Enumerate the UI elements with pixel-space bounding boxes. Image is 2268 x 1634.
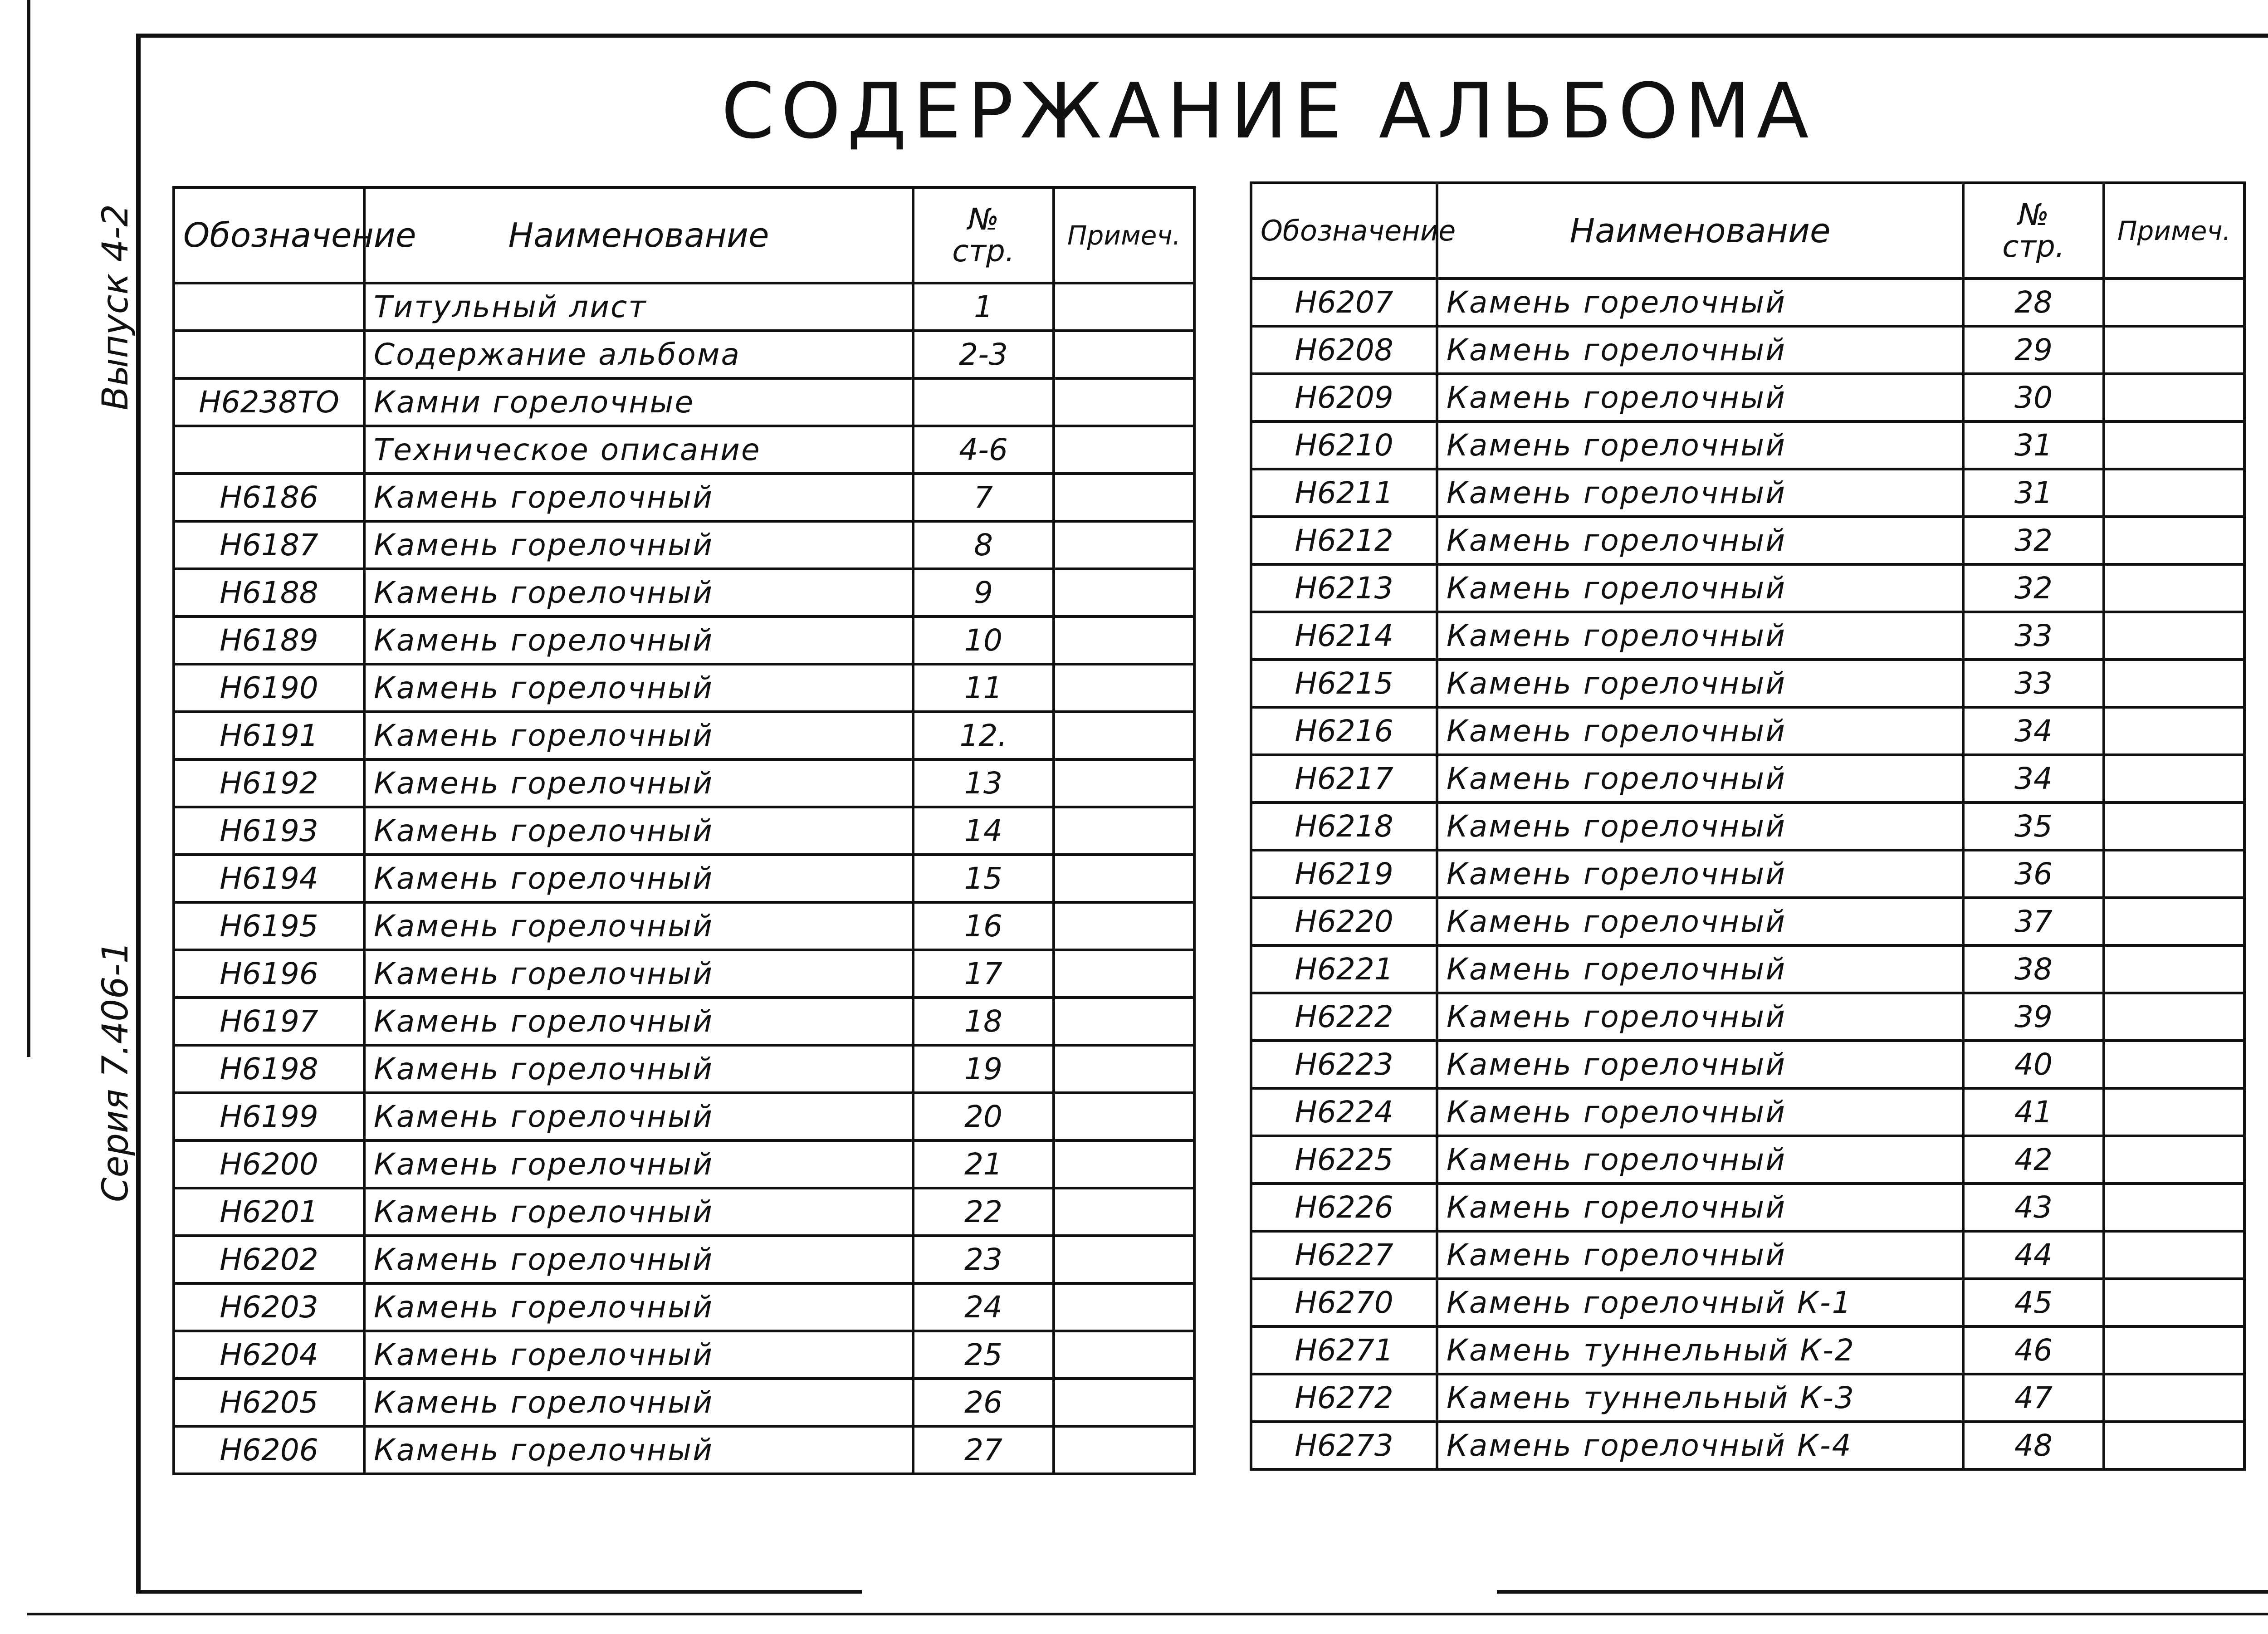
note-cell [2104,660,2244,707]
page-cell: 9 [913,569,1054,616]
table-row [1251,1374,2244,1422]
table-row [1251,1279,2244,1326]
name-cell: Камень горелочный [364,664,913,712]
page-cell: 15 [913,855,1054,902]
designation-cell [174,283,364,331]
note-cell [1054,807,1194,855]
note-cell [1054,1093,1194,1140]
name-cell: Камень горелочный К-1 [1437,1279,1963,1326]
name-cell: Камень горелочный [364,998,913,1045]
name-cell: Камень горелочный [364,950,913,998]
page-cell [913,378,1054,426]
note-cell [1054,1283,1194,1331]
header-page [1963,183,2104,279]
name-cell: Камень горелочный [1437,517,1963,564]
name-cell: Камень горелочный [1437,898,1963,945]
designation-cell: Н6214 [1251,612,1437,660]
designation-cell [174,331,364,378]
designation-cell: Н6225 [1251,1136,1437,1184]
name-cell: Камень горелочный [364,616,913,664]
header-page-number-sign: № [968,201,999,237]
note-cell [2104,1041,2244,1088]
name-cell: Содержание альбома [364,331,913,378]
table-row [174,331,1194,378]
header-name: Наименование [364,187,913,283]
page-cell: 33 [1963,660,2104,707]
drawing-frame-bottom-left [136,1590,862,1594]
page-cell: 8 [913,521,1054,569]
page-cell: 25 [913,1331,1054,1379]
note-cell [2104,1326,2244,1374]
table-row [174,474,1194,521]
designation-cell: Н6215 [1251,660,1437,707]
table-row [1251,517,2244,564]
designation-cell: Н6194 [174,855,364,902]
designation-cell: Н6188 [174,569,364,616]
note-cell [1054,1236,1194,1283]
name-cell: Камень горелочный [364,1426,913,1474]
designation-cell: Н6203 [174,1283,364,1331]
designation-cell: Н6272 [1251,1374,1437,1422]
table-row [174,378,1194,426]
note-cell [1054,1188,1194,1236]
designation-cell: Н6191 [174,712,364,759]
table-row [174,1188,1194,1236]
note-cell [1054,1426,1194,1474]
page-cell: 32 [1963,564,2104,612]
note-cell [1054,950,1194,998]
note-cell [1054,1379,1194,1426]
name-cell: Камень горелочный [1437,945,1963,993]
note-cell [1054,712,1194,759]
header-page-number-sign: № [2018,197,2049,232]
note-cell [2104,564,2244,612]
note-cell [1054,521,1194,569]
designation-cell: Н6238ТО [174,378,364,426]
series-label: Серия 7.406-1 [95,941,136,1202]
contents-table-left [172,186,1196,1475]
header-note: Примеч. [1054,187,1194,283]
name-cell: Камень горелочный [364,902,913,950]
table-row [174,283,1194,331]
page-cell: 32 [1963,517,2104,564]
page-cell: 37 [1963,898,2104,945]
name-cell: Камень горелочный [364,807,913,855]
name-cell: Камень горелочный [364,855,913,902]
note-cell [2104,1231,2244,1279]
page-cell: 40 [1963,1041,2104,1088]
name-cell: Камень горелочный [364,1379,913,1426]
name-cell: Камень горелочный [1437,755,1963,802]
designation-cell: Н6213 [1251,564,1437,612]
note-cell [2104,1374,2244,1422]
table-row [174,616,1194,664]
note-cell [1054,998,1194,1045]
name-cell: Камень горелочный [364,712,913,759]
table-row [1251,1136,2244,1184]
designation-cell: Н6193 [174,807,364,855]
table-row [174,1140,1194,1188]
note-cell [1054,283,1194,331]
table-row [1251,1422,2244,1469]
name-cell: Камень горелочный [1437,374,1963,421]
table-row [1251,1326,2244,1374]
table-row [174,712,1194,759]
page-cell: 38 [1963,945,2104,993]
header-page [913,187,1054,283]
table-row [174,855,1194,902]
note-cell [2104,421,2244,469]
designation-cell: Н6207 [1251,279,1437,326]
designation-cell: Н6224 [1251,1088,1437,1136]
designation-cell: Н6226 [1251,1184,1437,1231]
designation-cell [174,426,364,474]
designation-cell: Н6219 [1251,850,1437,898]
table-row [174,902,1194,950]
note-cell [1054,1331,1194,1379]
page-cell: 26 [913,1379,1054,1426]
header-page-abbr: стр. [2002,229,2065,264]
table-row [174,1283,1194,1331]
page-cell: 23 [913,1236,1054,1283]
designation-cell: Н6206 [174,1426,364,1474]
name-cell: Камень горелочный К-4 [1437,1422,1963,1469]
name-cell: Камень горелочный [1437,1088,1963,1136]
note-cell [1054,616,1194,664]
page-cell: 16 [913,902,1054,950]
note-cell [1054,569,1194,616]
outer-margin-line-left [27,0,30,1057]
note-cell [2104,326,2244,374]
name-cell: Камень горелочный [1437,1041,1963,1088]
page-cell: 11 [913,664,1054,712]
table-row [1251,279,2244,326]
table-row [174,950,1194,998]
name-cell: Камень горелочный [1437,326,1963,374]
note-cell [2104,1088,2244,1136]
name-cell: Камень горелочный [364,759,913,807]
designation-cell: Н6211 [1251,469,1437,517]
page-cell: 22 [913,1188,1054,1236]
table-row [1251,326,2244,374]
note-cell [2104,1136,2244,1184]
page-cell: 12. [913,712,1054,759]
designation-cell: Н6217 [1251,755,1437,802]
header-page-abbr: стр. [952,233,1015,269]
table-row [174,1426,1194,1474]
table-row [1251,802,2244,850]
page-cell: 17 [913,950,1054,998]
page-cell: 13 [913,759,1054,807]
table-row [174,664,1194,712]
designation-cell: Н6189 [174,616,364,664]
header-designation: Обозначение [174,187,364,283]
designation-cell: Н6200 [174,1140,364,1188]
table-row [1251,374,2244,421]
designation-cell: Н6205 [174,1379,364,1426]
name-cell: Камень горелочный [1437,279,1963,326]
contents-table-right [1250,181,2246,1471]
designation-cell: Н6197 [174,998,364,1045]
page-cell: 28 [1963,279,2104,326]
designation-cell: Н6222 [1251,993,1437,1041]
note-cell [2104,707,2244,755]
page-cell: 47 [1963,1374,2104,1422]
note-cell [1054,855,1194,902]
issue-label: Выпуск 4-2 [95,204,136,411]
page-cell: 33 [1963,612,2104,660]
note-cell [2104,755,2244,802]
designation-cell: Н6190 [174,664,364,712]
page-cell: 45 [1963,1279,2104,1326]
page-cell: 39 [1963,993,2104,1041]
designation-cell: Н6199 [174,1093,364,1140]
page-cell: 31 [1963,469,2104,517]
page-cell: 48 [1963,1422,2104,1469]
name-cell: Камень горелочный [364,1093,913,1140]
table-row [1251,660,2244,707]
name-cell: Камень горелочный [364,1188,913,1236]
page-cell: 7 [913,474,1054,521]
table-row [1251,564,2244,612]
name-cell: Камень горелочный [1437,660,1963,707]
table-row [174,1045,1194,1093]
note-cell [2104,802,2244,850]
table-row [1251,1088,2244,1136]
note-cell [1054,426,1194,474]
table-row [1251,707,2244,755]
header-designation: Обозначение [1251,183,1437,279]
table-row [1251,755,2244,802]
name-cell: Камень горелочный [364,1045,913,1093]
name-cell: Камень горелочный [364,1283,913,1331]
page-cell: 35 [1963,802,2104,850]
table-header-row [174,187,1194,283]
note-cell [2104,1279,2244,1326]
note-cell [1054,378,1194,426]
designation-cell: Н6271 [1251,1326,1437,1374]
table-row [1251,421,2244,469]
name-cell: Камень горелочный [1437,1136,1963,1184]
name-cell: Техническое описание [364,426,913,474]
name-cell: Камни горелочные [364,378,913,426]
page-cell: 20 [913,1093,1054,1140]
designation-cell: Н6220 [1251,898,1437,945]
designation-cell: Н6212 [1251,517,1437,564]
name-cell: Камень горелочный [1437,707,1963,755]
name-cell: Камень горелочный [364,1140,913,1188]
page-cell: 10 [913,616,1054,664]
header-name: Наименование [1437,183,1963,279]
note-cell [1054,1045,1194,1093]
designation-cell: Н6204 [174,1331,364,1379]
name-cell: Камень горелочный [1437,850,1963,898]
name-cell: Камень горелочный [364,1331,913,1379]
note-cell [2104,850,2244,898]
outer-margin-line-bottom [27,1613,2268,1615]
name-cell: Камень горелочный [1437,564,1963,612]
designation-cell: Н6216 [1251,707,1437,755]
page-cell: 29 [1963,326,2104,374]
designation-cell: Н6195 [174,902,364,950]
page-cell: 1 [913,283,1054,331]
table-row [174,1379,1194,1426]
designation-cell: Н6208 [1251,326,1437,374]
name-cell: Камень горелочный [364,474,913,521]
drawing-frame-top [136,34,2268,38]
name-cell: Камень горелочный [1437,469,1963,517]
note-cell [2104,279,2244,326]
designation-cell: Н6218 [1251,802,1437,850]
page-cell: 18 [913,998,1054,1045]
name-cell: Камень горелочный [1437,993,1963,1041]
table-row [174,1093,1194,1140]
name-cell: Камень туннельный К-3 [1437,1374,1963,1422]
table-row [174,1331,1194,1379]
side-stamp [88,204,143,1202]
name-cell: Камень горелочный [1437,1231,1963,1279]
note-cell [1054,902,1194,950]
table-header-row [1251,183,2244,279]
table-row [1251,1041,2244,1088]
table-row [174,1236,1194,1283]
designation-cell: Н6223 [1251,1041,1437,1088]
table-row [1251,993,2244,1041]
name-cell: Камень горелочный [1437,612,1963,660]
note-cell [2104,1184,2244,1231]
header-note: Примеч. [2104,183,2244,279]
table-row [174,759,1194,807]
name-cell: Титульный лист [364,283,913,331]
designation-cell: Н6192 [174,759,364,807]
page-cell: 2-3 [913,331,1054,378]
note-cell [2104,612,2244,660]
name-cell: Камень горелочный [1437,802,1963,850]
table-row [1251,1231,2244,1279]
name-cell: Камень горелочный [364,569,913,616]
designation-cell: Н6227 [1251,1231,1437,1279]
page-cell: 42 [1963,1136,2104,1184]
table-row [1251,469,2244,517]
page-cell: 34 [1963,755,2104,802]
page-cell: 21 [913,1140,1054,1188]
note-cell [2104,1422,2244,1469]
designation-cell: Н6221 [1251,945,1437,993]
designation-cell: Н6210 [1251,421,1437,469]
designation-cell: Н6209 [1251,374,1437,421]
page-cell: 34 [1963,707,2104,755]
name-cell: Камень горелочный [1437,1184,1963,1231]
note-cell [2104,993,2244,1041]
name-cell: Камень горелочный [364,1236,913,1283]
page-cell: 31 [1963,421,2104,469]
table-row [174,521,1194,569]
page-cell: 30 [1963,374,2104,421]
page-cell: 4-6 [913,426,1054,474]
drawing-frame-bottom-right [1497,1590,2268,1594]
page-cell: 14 [913,807,1054,855]
name-cell: Камень туннельный К-2 [1437,1326,1963,1374]
designation-cell: Н6270 [1251,1279,1437,1326]
note-cell [2104,374,2244,421]
table-row [1251,850,2244,898]
note-cell [2104,469,2244,517]
note-cell [1054,759,1194,807]
table-row [174,807,1194,855]
note-cell [1054,664,1194,712]
note-cell [2104,898,2244,945]
page-cell: 19 [913,1045,1054,1093]
name-cell: Камень горелочный [364,521,913,569]
table-row [174,569,1194,616]
page-cell: 46 [1963,1326,2104,1374]
page-cell: 36 [1963,850,2104,898]
page-cell: 27 [913,1426,1054,1474]
page-cell: 41 [1963,1088,2104,1136]
designation-cell: Н6187 [174,521,364,569]
table-row [174,998,1194,1045]
page-title: СОДЕРЖАНИЕ АЛЬБОМА [721,67,1815,156]
note-cell [1054,474,1194,521]
designation-cell: Н6196 [174,950,364,998]
page-cell: 24 [913,1283,1054,1331]
table-row [1251,898,2244,945]
note-cell [1054,331,1194,378]
table-row [1251,945,2244,993]
table-row [174,426,1194,474]
note-cell [2104,517,2244,564]
note-cell [2104,945,2244,993]
table-row [1251,1184,2244,1231]
designation-cell: Н6273 [1251,1422,1437,1469]
name-cell: Камень горелочный [1437,421,1963,469]
table-row [1251,612,2244,660]
designation-cell: Н6186 [174,474,364,521]
designation-cell: Н6201 [174,1188,364,1236]
page-cell: 44 [1963,1231,2104,1279]
note-cell [1054,1140,1194,1188]
designation-cell: Н6202 [174,1236,364,1283]
page-cell: 43 [1963,1184,2104,1231]
designation-cell: Н6198 [174,1045,364,1093]
